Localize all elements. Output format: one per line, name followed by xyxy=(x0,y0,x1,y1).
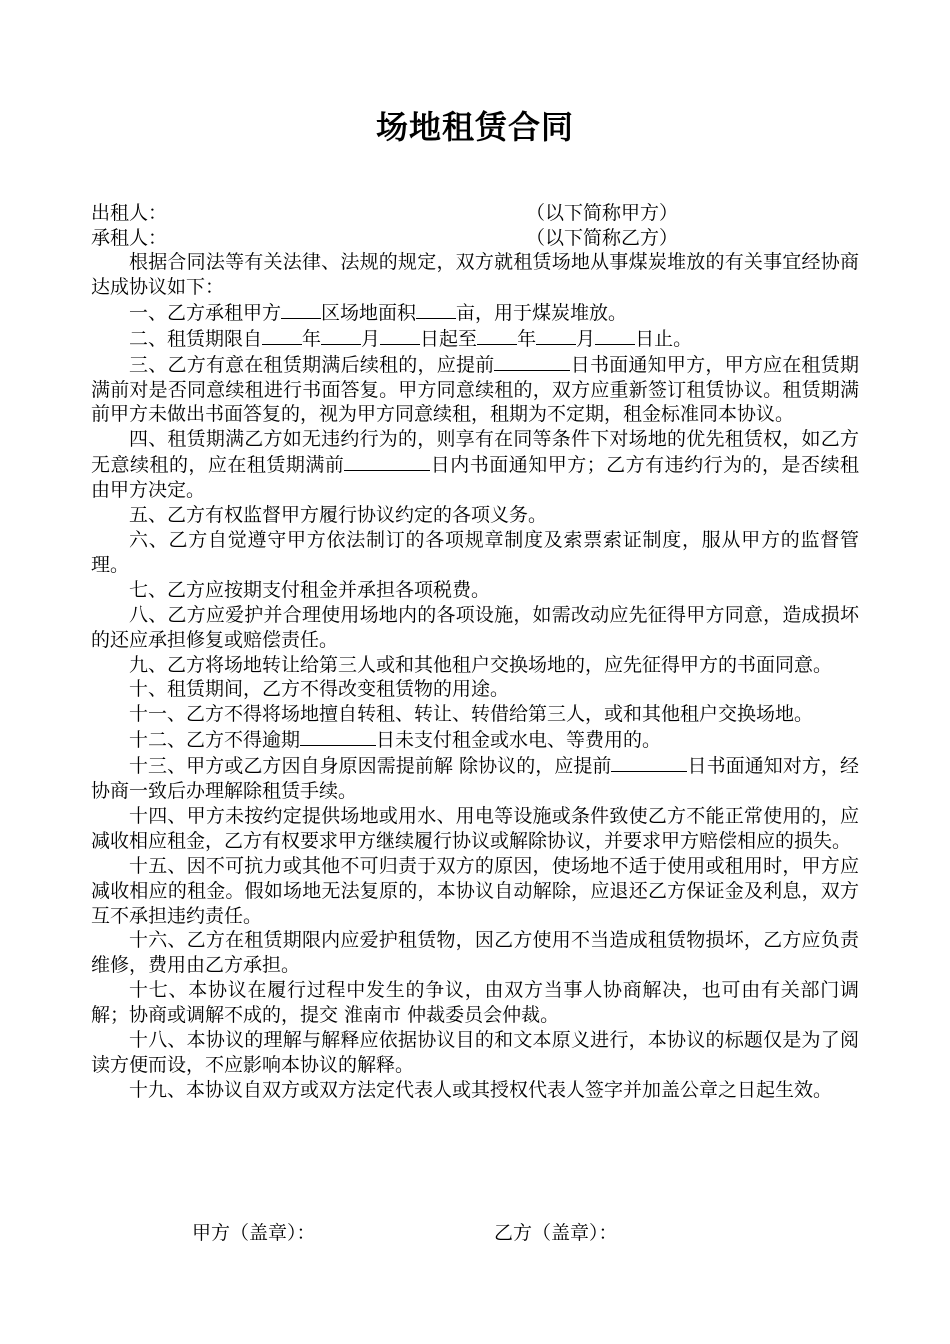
blank-field xyxy=(321,326,361,345)
clause-7: 七、乙方应按期支付租金并承担各项税费。 xyxy=(129,578,491,601)
lessee-note: （以下简称乙方） xyxy=(526,227,679,249)
clause-8: 八、乙方应爱护并合理使用场地内的各项设施，如需改动应先征得甲方同意，造成损坏的还应承担修复或赔偿责任。 xyxy=(91,603,859,651)
blank-field xyxy=(611,753,687,772)
document-title: 场地租赁合同 xyxy=(375,108,574,146)
contract-body xyxy=(91,250,859,1103)
blank-field xyxy=(300,727,376,746)
lessor-line xyxy=(91,201,679,225)
lessee-label: 承租人： xyxy=(91,227,168,249)
blank-field xyxy=(595,326,635,345)
blank-field xyxy=(262,326,302,345)
clause-3: 三、乙方有意在租赁期满后续租的，应提前 日书面通知甲方，甲方应在租赁期满前对是否同意续租进行书面答复。甲方同意续租的，双方应重新签订租赁协议。租赁期满前甲方未做出书面答复的，视为甲方同意续租，租期为不定期，租金标准同本协议。 xyxy=(91,353,859,426)
party-a-signature: 甲方（盖章）： xyxy=(192,1222,316,1244)
clause-2: 二、租赁期限自 年 月 日起至 年 月 日止。 xyxy=(129,327,693,350)
blank-field xyxy=(494,352,570,371)
clause-12: 十二、乙方不得逾期 日未支付租金或水电、等费用的。 xyxy=(129,729,662,752)
clause-5: 五、乙方有权监督甲方履行协议约定的各项义务。 xyxy=(129,504,548,527)
lessee-line xyxy=(91,226,679,250)
clause-17: 十七、本协议在履行过程中发生的争议，由双方当事人协商解决，也可由有关部门调解；协商或调解不成的，提交 淮南市 仲裁委员会仲裁。 xyxy=(91,979,859,1027)
clause-13: 十三、甲方或乙方因自身原因需提前解 除协议的，应提前 日书面通知对方，经协商一致后办理解除租赁手续。 xyxy=(91,755,859,803)
clause-6: 六、乙方自觉遵守甲方依法制订的各项规章制度及索票索证制度，服从甲方的监督管理。 xyxy=(91,528,859,576)
blank-field xyxy=(344,452,430,471)
blank-field xyxy=(380,326,420,345)
blank-field xyxy=(477,326,517,345)
blank-field xyxy=(536,326,576,345)
clause-1: 一、乙方承租甲方 区场地面积 亩，用于煤炭堆放。 xyxy=(129,301,628,324)
clause-14: 十四、甲方未按约定提供场地或用水、用电等设施或条件致使乙方不能正常使用的，应减收相应租金，乙方有权要求甲方继续履行协议或解除协议，并要求甲方赔偿相应的损失。 xyxy=(91,804,859,852)
lessor-note: （以下简称甲方） xyxy=(526,202,679,224)
clause-15: 十五、因不可抗力或其他不可归责于双方的原因，使场地不适于使用或租用时，甲方应减收相应的租金。假如场地无法复原的，本协议自动解除，应退还乙方保证金及利息，双方互不承担违约责任。 xyxy=(91,854,859,927)
clause-4: 四、租赁期满乙方如无违约行为的，则享有在同等条件下对场地的优先租赁权，如乙方无意续租的，应在租赁期满前 日内书面通知甲方；乙方有违约行为的，是否续租由甲方决定。 xyxy=(91,428,859,502)
clause-10: 十、租赁期间，乙方不得改变租赁物的用途。 xyxy=(129,678,510,701)
clause-16: 十六、乙方在租赁期限内应爱护租赁物，因乙方使用不当造成租赁物损坏，乙方应负责维修，费用由乙方承担。 xyxy=(91,929,859,977)
blank-field xyxy=(281,300,321,319)
clause-18: 十八、本协议的理解与解释应依据协议目的和文本原义进行，本协议的标题仅是为了阅读方便而设，不应影响本协议的解释。 xyxy=(91,1029,859,1076)
clause-9: 九、乙方将场地转让给第三人或和其他租户交换场地的，应先征得甲方的书面同意。 xyxy=(129,653,833,676)
clause-11: 十一、乙方不得将场地擅自转租、转让、转借给第三人，或和其他租户交换场地。 xyxy=(129,703,814,726)
intro-paragraph: 根据合同法等有关法律、法规的规定，双方就租赁场地从事煤炭堆放的有关事宜经协商达成协议如下： xyxy=(91,251,859,298)
clause-19: 十九、本协议自双方或双方法定代表人或其授权代表人签字并加盖公章之日起生效。 xyxy=(129,1078,833,1101)
lessor-label: 出租人： xyxy=(91,202,168,224)
party-b-signature: 乙方（盖章）： xyxy=(494,1222,618,1244)
blank-field xyxy=(416,300,456,319)
